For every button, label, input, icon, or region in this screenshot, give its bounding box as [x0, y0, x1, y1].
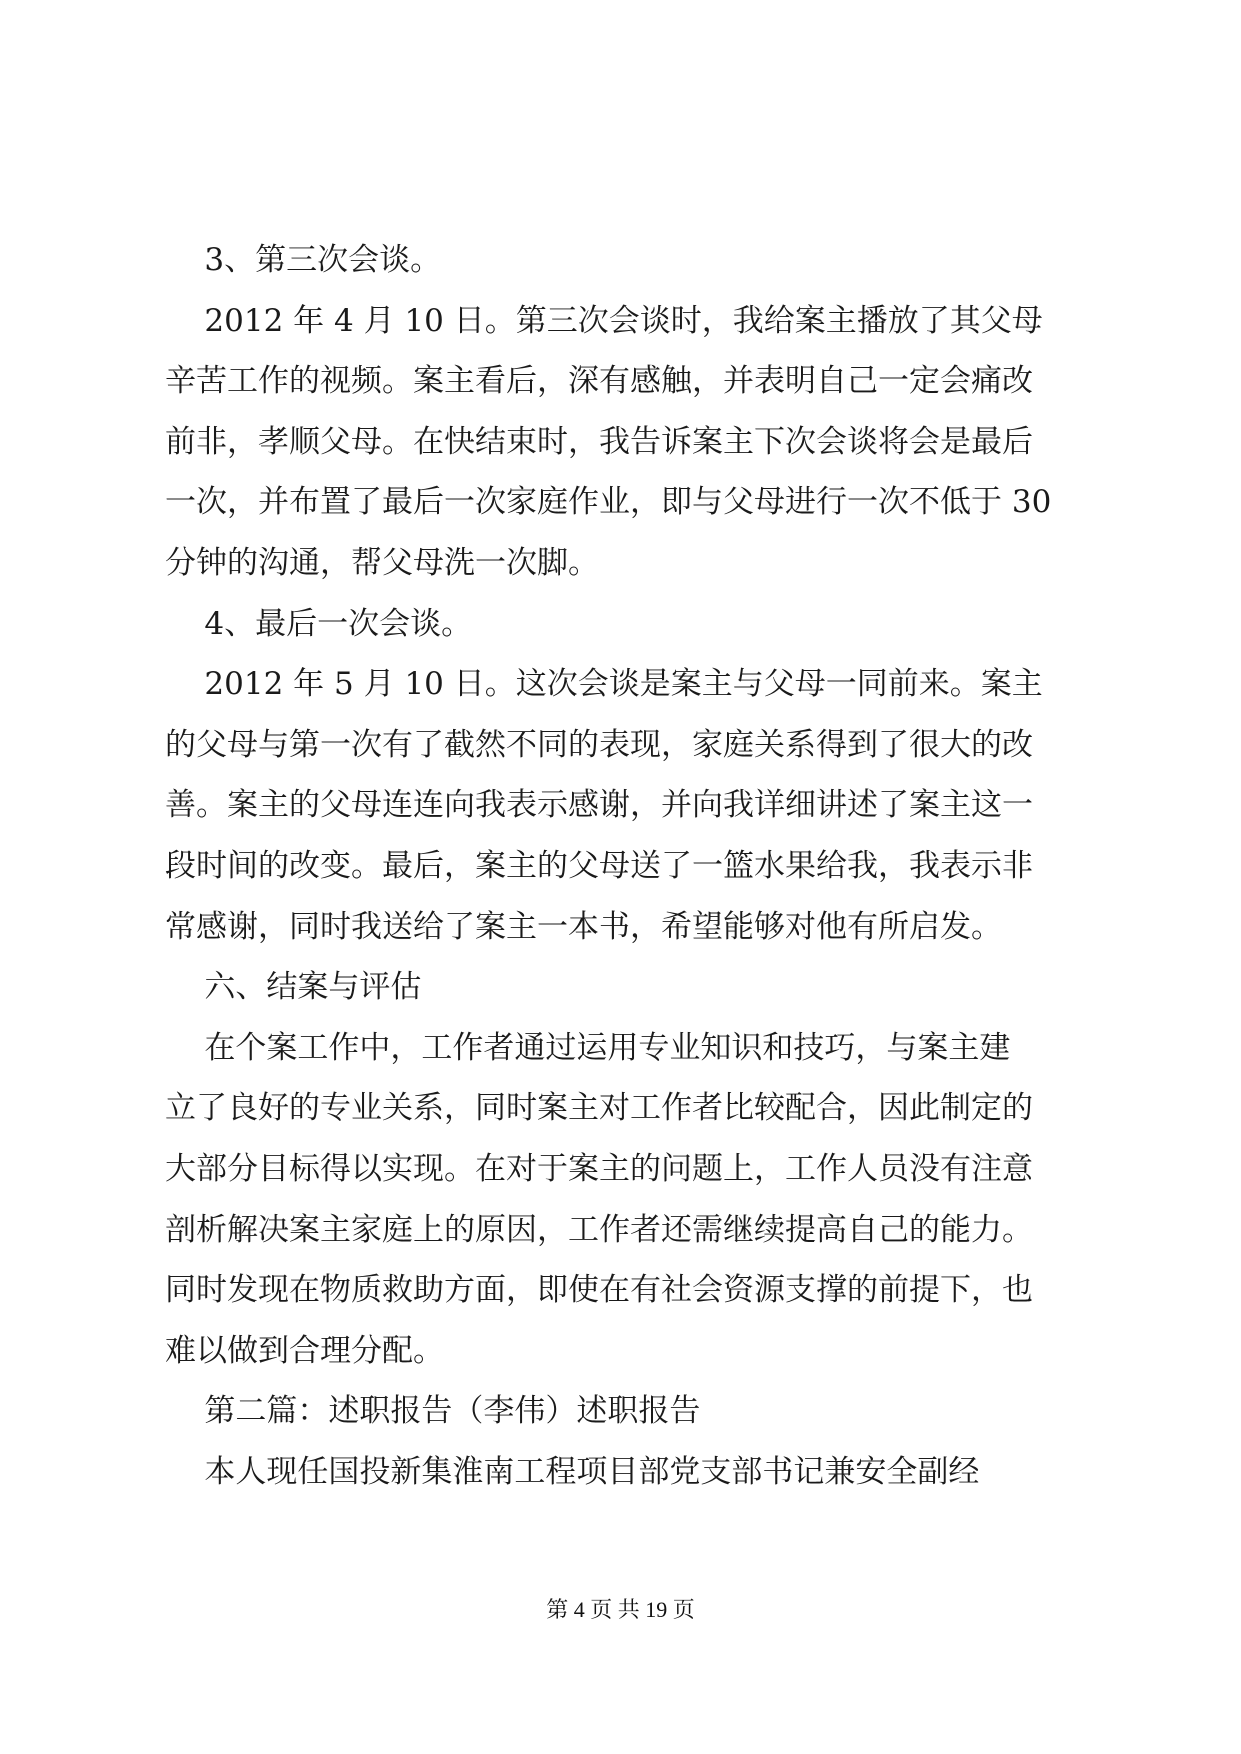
text-line: 同时发现在物质救助方面，即使在有社会资源支撑的前提下，也	[165, 1272, 1033, 1309]
text-line: 剖析解决案主家庭上的原因，工作者还需继续提高自己的能力。	[165, 1211, 1033, 1248]
text-line: 立了良好的专业关系，同时案主对工作者比较配合，因此制定的	[165, 1090, 1033, 1127]
text-line: 辛苦工作的视频。案主看后，深有感触，并表明自己一定会痛改	[165, 363, 1033, 400]
text-line: 2012 年 5 月 10 日。这次会谈是案主与父母一同前来。案主	[165, 666, 1043, 703]
text-line: 难以做到合理分配。	[165, 1332, 444, 1369]
text-line: 2012 年 4 月 10 日。第三次会谈时，我给案主播放了其父母	[165, 302, 1043, 339]
text-line: 第二篇：述职报告（李伟）述职报告	[165, 1393, 701, 1430]
text-line: 前非，孝顺父母。在快结束时，我告诉案主下次会谈将会是最后	[165, 423, 1033, 460]
text-line: 3、第三次会谈。	[165, 242, 442, 278]
text-line: 常感谢，同时我送给了案主一本书，希望能够对他有所启发。	[165, 908, 1002, 945]
body-text	[165, 230, 1090, 1502]
page-footer: 第 4 页 共 19 页	[546, 1597, 695, 1622]
text-line: 善。案主的父母连连向我表示感谢，并向我详细讲述了案主这一	[165, 787, 1033, 824]
text-line: 的父母与第一次有了截然不同的表现，家庭关系得到了很大的改	[165, 726, 1033, 763]
text-line: 在个案工作中，工作者通过运用专业知识和技巧，与案主建	[165, 1029, 1011, 1066]
text-line: 段时间的改变。最后，案主的父母送了一篮水果给我，我表示非	[165, 847, 1033, 884]
text-line: 六、结案与评估	[165, 969, 422, 1006]
text-line: 4、最后一次会谈。	[165, 605, 473, 642]
text-line: 大部分目标得以实现。在对于案主的问题上，工作人员没有注意	[165, 1150, 1033, 1187]
text-line: 一次，并布置了最后一次家庭作业，即与父母进行一次不低于 30	[165, 484, 1052, 521]
text-line: 分钟的沟通，帮父母洗一次脚。	[165, 544, 599, 581]
text-line: 本人现任国投新集淮南工程项目部党支部书记兼安全副经	[165, 1453, 980, 1490]
